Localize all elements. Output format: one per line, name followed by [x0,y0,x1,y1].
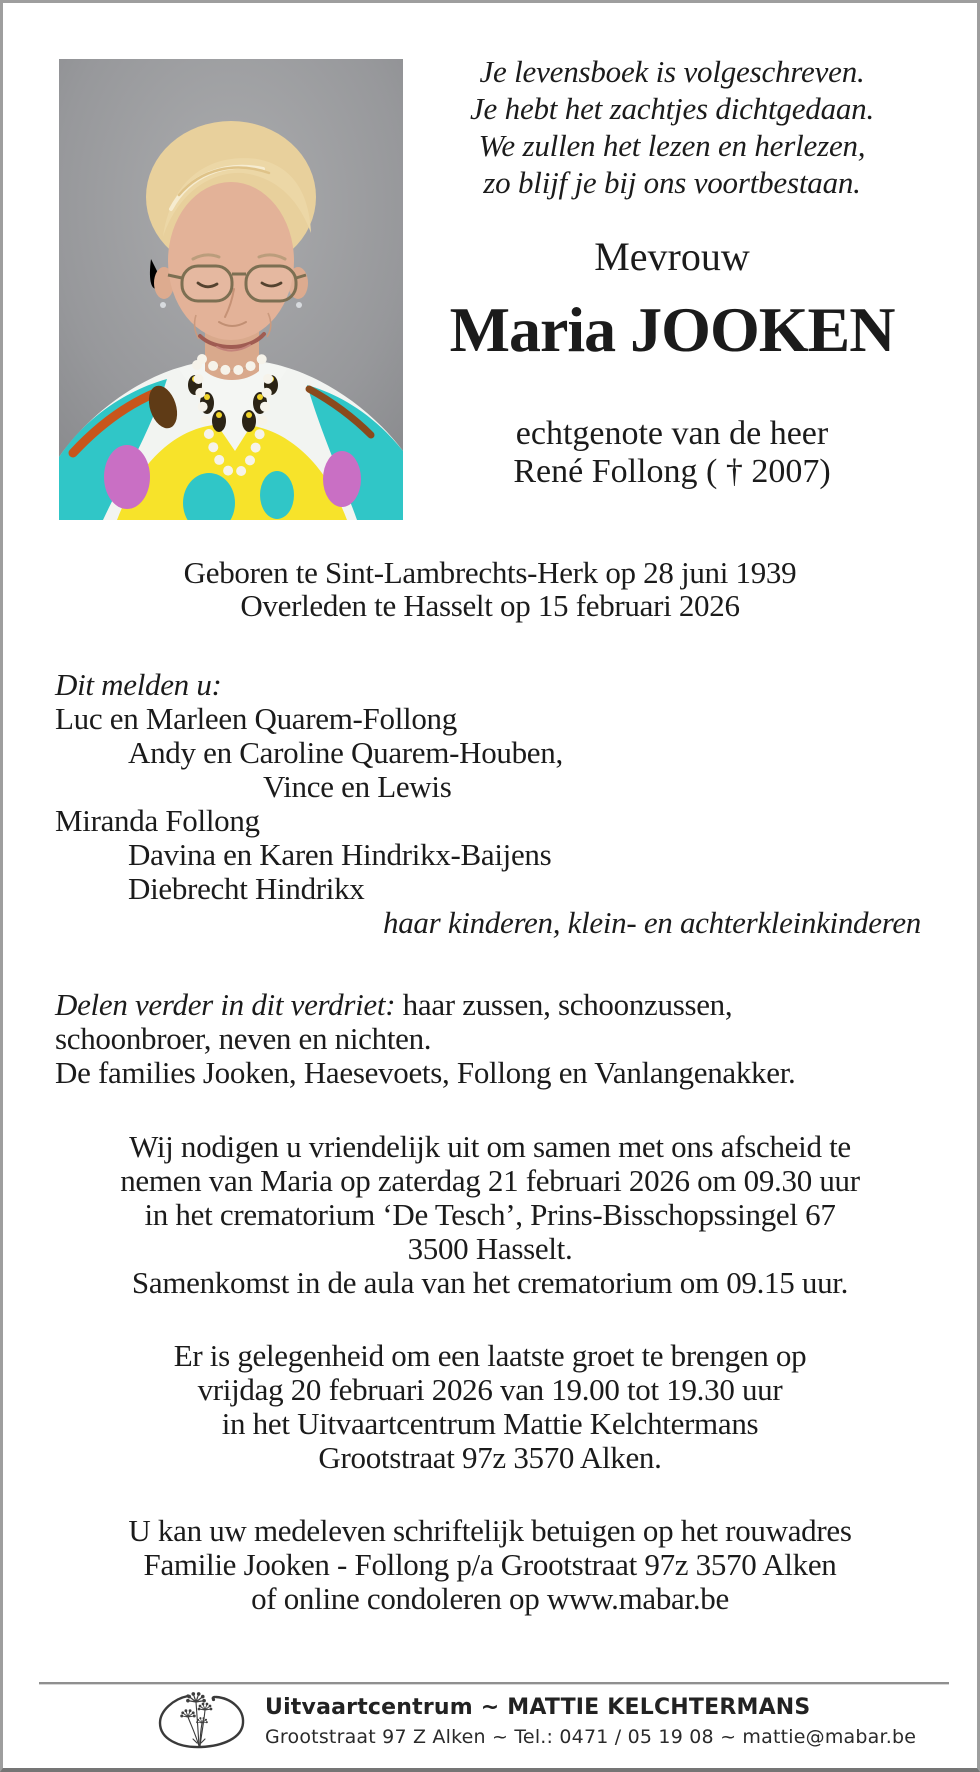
family-member-line: Miranda Follong [55,803,260,838]
mourning-families [55,988,931,1090]
family-member-line: Andy en Caroline Quarem-Houben, [128,735,563,770]
greeting-line-3: in het Uitvaartcentrum Mattie Kelchtermans [221,1406,759,1441]
memorial-poem [404,53,940,201]
mourning-lead-rest: haar zussen, schoonzussen, [402,987,733,1022]
greeting-line-4: Grootstraat 97z 3570 Alken. [318,1440,662,1475]
condolence-line-3: of online condoleren op www.mabar.be [251,1581,729,1616]
poem-line-4: zo blijf je bij ons voortbestaan. [483,165,861,200]
salutation: Mevrouw [594,234,750,279]
florist-circle-logo-icon [153,1689,253,1753]
spouse-info [404,415,940,491]
funeral-home-info [265,1695,916,1748]
family-announcement [55,668,921,940]
ceremony-line-2: nemen van Maria op zaterdag 21 februari 2026 om 09.30 uur [120,1163,860,1198]
portrait-photo [59,59,403,520]
ceremony-line-3: in het crematorium ‘De Tesch’, Prins-Bisschopssingel 67 [144,1197,836,1232]
family-member-line: Davina en Karen Hindrikx-Baijens [128,837,552,872]
poem-line-1: Je levensboek is volgeschreven. [479,54,865,89]
announcement-intro: Dit melden u: [55,667,222,702]
deceased-name: Maria JOOKEN [449,294,895,365]
died-line: Overleden te Hasselt op 15 februari 2026 [240,588,740,623]
mourning-line-2: schoonbroer, neven en nichten. [55,1021,432,1056]
ceremony-line-1: Wij nodigen u vriendelijk uit om samen met ons afscheid te [129,1129,851,1164]
spouse-line-1: echtgenote van de heer [515,415,829,452]
last-greeting-info [3,1339,977,1475]
ceremony-line-4: 3500 Hasselt. [407,1231,573,1266]
mourning-line-3: De families Jooken, Haesevoets, Follong en Vanlangenakker. [55,1055,796,1090]
greeting-line-1: Er is gelegenheid om een laatste groet te brengen op [173,1338,807,1373]
poem-line-2: Je hebt het zachtjes dichtgedaan. [469,91,875,126]
mourning-line-1 [55,988,931,1022]
life-dates [3,556,977,622]
ceremony-line-5: Samenkomst in de aula van het crematorium om 09.15 uur. [131,1265,849,1300]
condolence-info [3,1514,977,1616]
condolence-line-2: Familie Jooken - Follong p/a Grootstraat 97z 3570 Alken [143,1547,837,1582]
family-member-line: Vince en Lewis [263,769,452,804]
condolence-line-1: U kan uw medeleven schriftelijk betuigen op het rouwadres [128,1513,852,1548]
footer-divider [39,1682,949,1685]
born-line: Geboren te Sint-Lambrechts-Herk op 28 juni 1939 [183,555,797,590]
family-member-line: Luc en Marleen Quarem-Follong [55,701,457,736]
family-member-line: Diebrecht Hindrikx [128,871,365,906]
poem-line-3: We zullen het lezen en herlezen, [478,128,866,163]
greeting-line-2: vrijdag 20 februari 2026 van 19.00 tot 19.30 uur [197,1372,783,1407]
spouse-line-2: René Follong ( † 2007) [513,453,831,490]
funeral-home-name: Uitvaartcentrum ~ MATTIE KELCHTERMANS [265,1695,811,1720]
relation-note: haar kinderen, klein- en achterkleinkinderen [383,905,921,940]
ceremony-invitation [3,1130,977,1300]
funeral-home-address: Grootstraat 97 Z Alken ~ Tel.: 0471 / 05 19 08 ~ mattie@mabar.be [265,1726,917,1748]
mourning-lead: Delen verder in dit verdriet: [55,987,396,1022]
